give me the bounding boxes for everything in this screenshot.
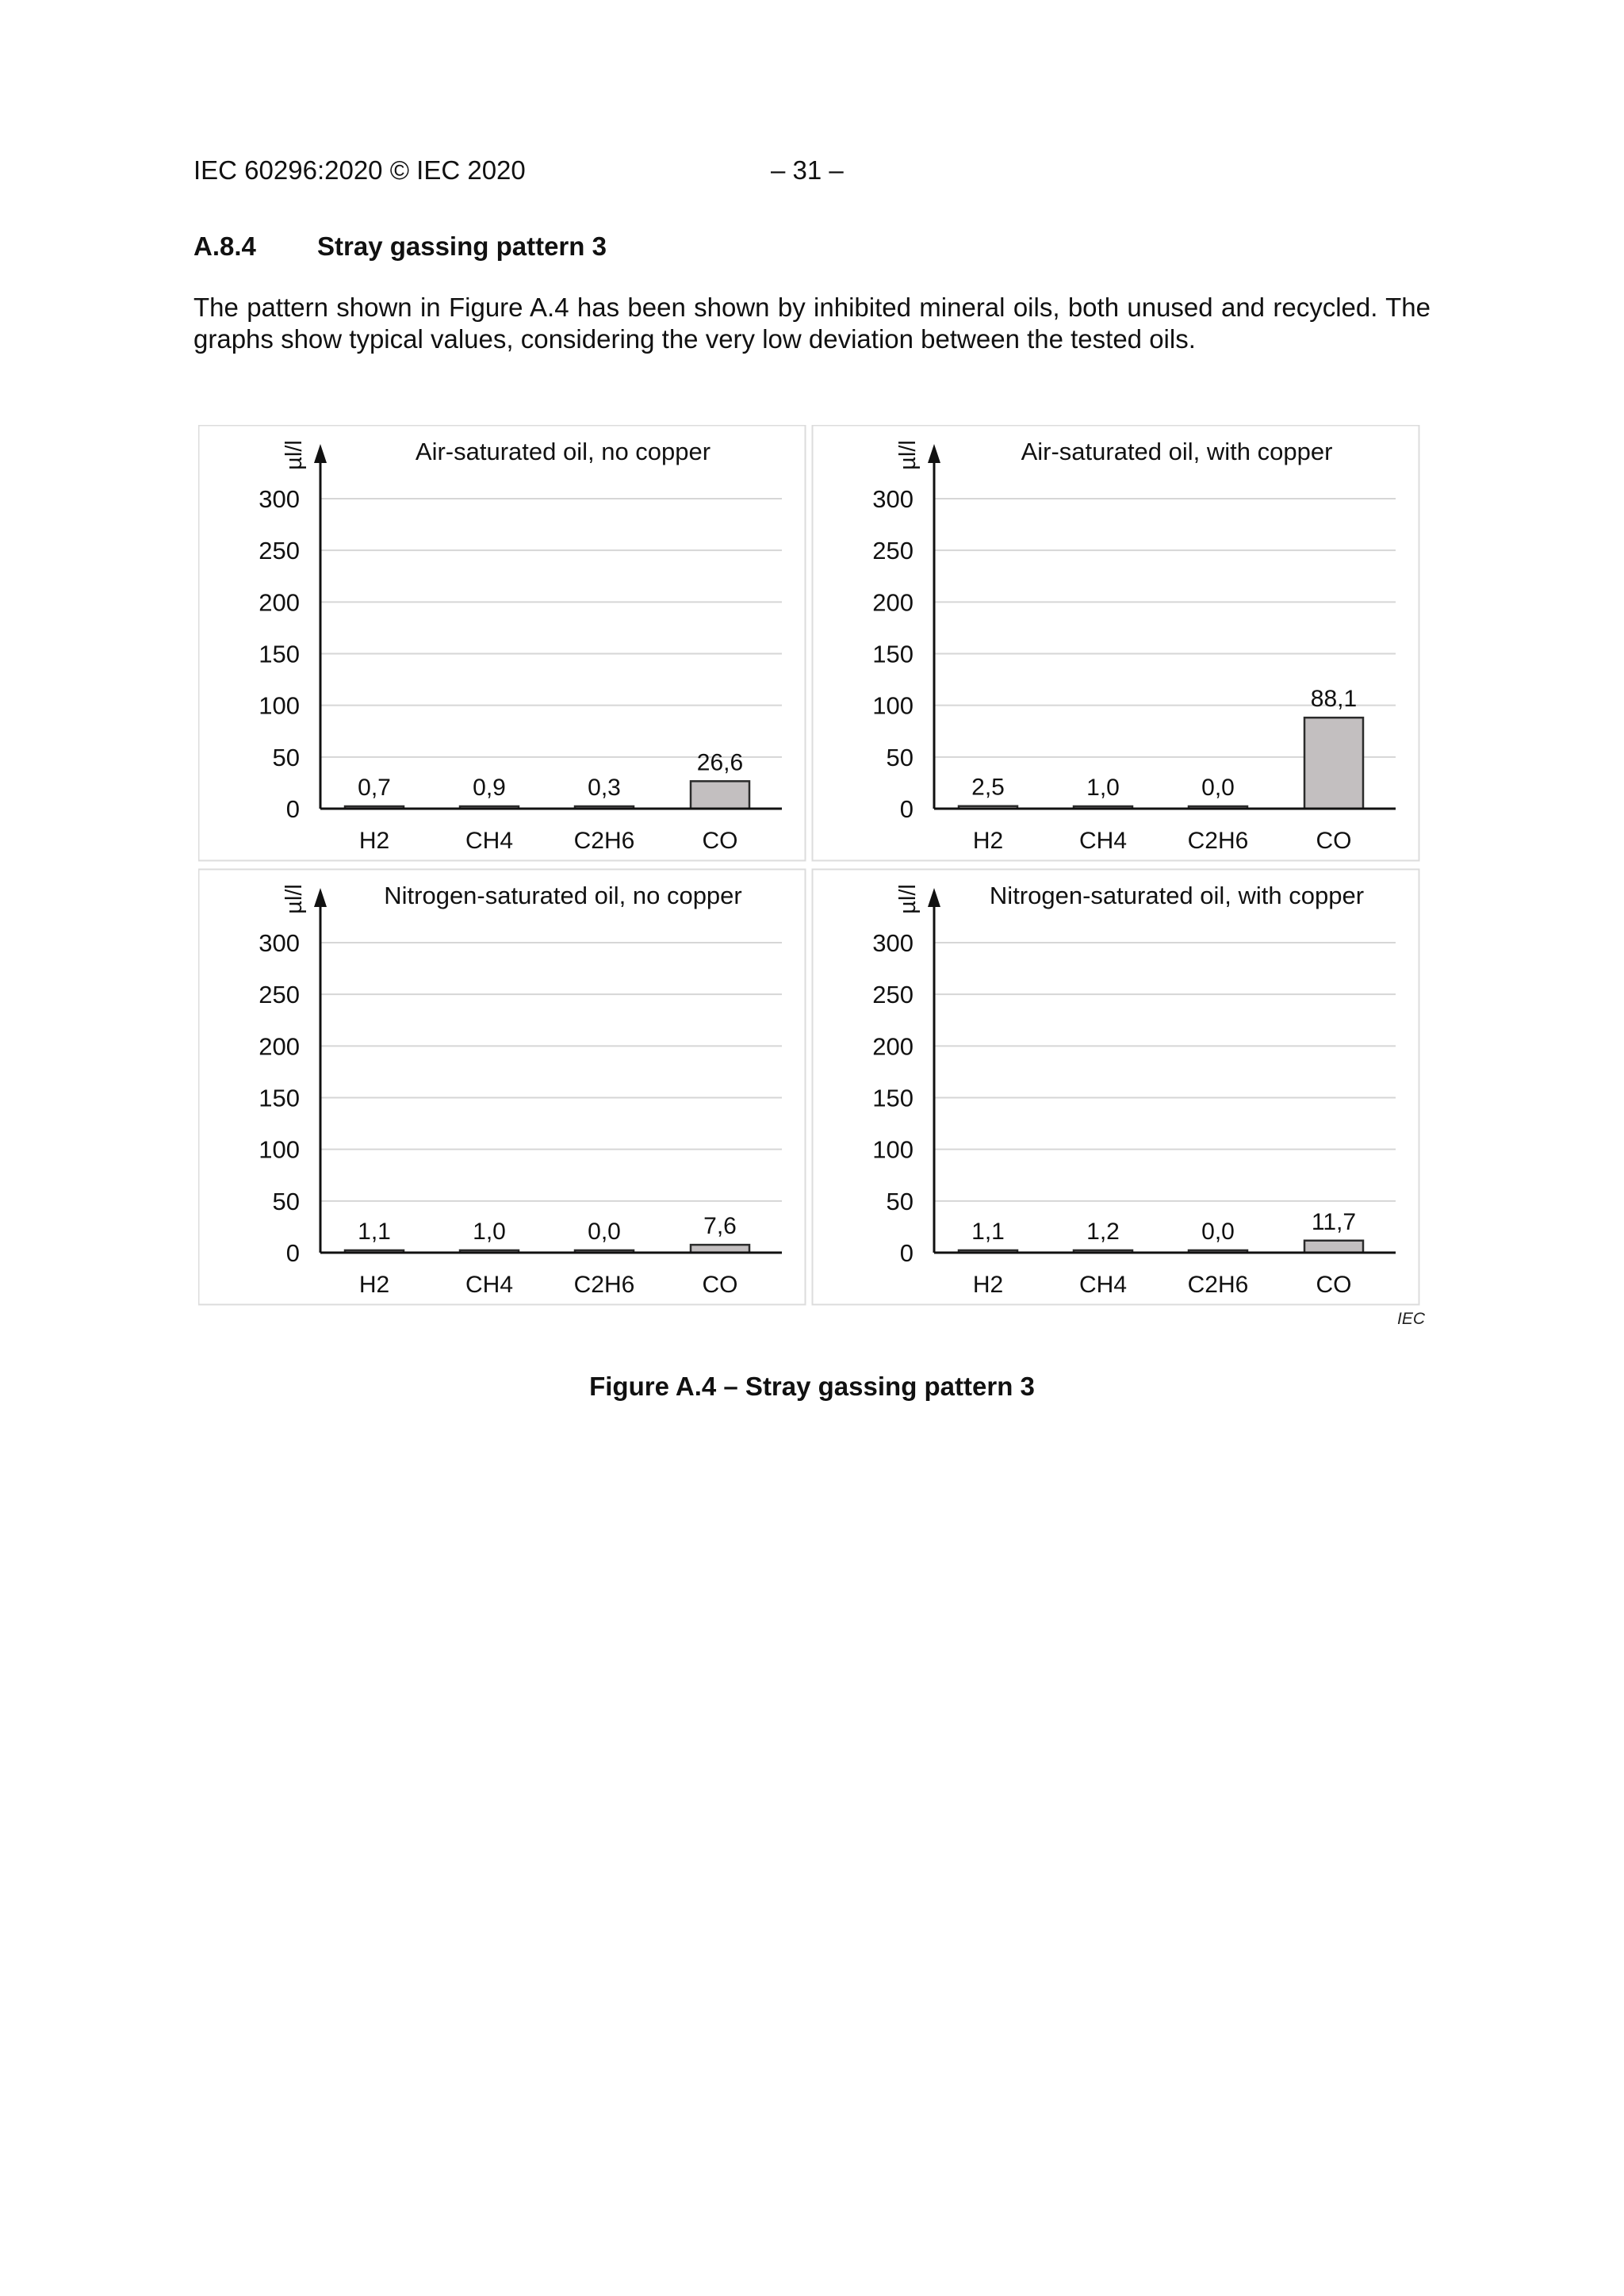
- chart-y-tick-label: 50: [272, 743, 300, 771]
- chart-panel-2: [813, 426, 1419, 861]
- chart-x-tick-label: CH4: [465, 828, 514, 854]
- chart-x-tick-label: H2: [972, 1272, 1004, 1298]
- chart-data-label: 11,7: [1311, 1208, 1357, 1235]
- chart-y-tick-label: 100: [872, 691, 914, 720]
- section-number: A.8.4: [193, 232, 256, 261]
- chart-y-tick-label: 250: [872, 537, 914, 565]
- chart-data-label: 1,0: [473, 1219, 506, 1245]
- chart-data-label: 1,0: [1086, 775, 1120, 801]
- chart-y-tick-label: 100: [259, 691, 300, 720]
- chart-y-tick-label: 50: [272, 1187, 300, 1215]
- chart-bar: [691, 781, 749, 809]
- chart-data-label: 0,0: [1201, 775, 1235, 801]
- chart-data-label: 1,1: [971, 1219, 1005, 1245]
- body-paragraph: The pattern shown in Figure A.4 has been shown by inhibited mineral oils, both unused and recycled. The graphs show typical values, considering the very low deviation between the tested oils.: [193, 293, 1431, 354]
- chart-title: Nitrogen-saturated oil, no copper: [384, 882, 742, 909]
- chart-y-tick-label: 100: [872, 1135, 914, 1164]
- section-heading: [193, 232, 607, 262]
- iec-figure-mark: IEC: [1397, 1310, 1426, 1328]
- chart-y-tick-label: 250: [259, 537, 300, 565]
- header-document-id: IEC 60296:2020 © IEC 2020: [193, 155, 526, 185]
- chart-x-tick-label: C2H6: [573, 828, 635, 854]
- chart-bar: [1304, 1241, 1363, 1253]
- chart-y-tick-label: 0: [899, 795, 914, 823]
- chart-data-label: 7,6: [703, 1213, 737, 1240]
- chart-y-tick-label: 300: [259, 485, 300, 513]
- chart-y-tick-label: 200: [872, 1032, 914, 1061]
- chart-data-label: 88,1: [1310, 686, 1358, 713]
- chart-title: Air-saturated oil, no copper: [415, 438, 711, 465]
- chart-x-tick-label: C2H6: [1187, 1272, 1249, 1298]
- chart-y-tick-label: 300: [872, 485, 914, 513]
- chart-panel-4: [813, 870, 1419, 1305]
- chart-x-tick-label: CO: [1316, 828, 1352, 854]
- chart-y-tick-label: 0: [899, 1239, 914, 1267]
- chart-y-tick-label: 150: [872, 640, 914, 668]
- chart-data-label: 0,0: [588, 1219, 621, 1245]
- figure-a4: [198, 425, 1424, 1317]
- chart-panel-3: [199, 870, 806, 1305]
- chart-y-tick-label: 200: [259, 588, 300, 617]
- chart-y-axis-label: µl/l: [895, 440, 921, 470]
- chart-y-tick-label: 150: [259, 640, 300, 668]
- chart-x-tick-label: CO: [702, 1272, 738, 1298]
- chart-data-label: 0,3: [588, 775, 621, 801]
- chart-y-tick-label: 50: [886, 743, 914, 771]
- chart-panel-1: [199, 426, 806, 861]
- chart-y-tick-label: 200: [259, 1032, 300, 1061]
- chart-y-axis-label: µl/l: [282, 440, 307, 470]
- section-title: Stray gassing pattern 3: [317, 232, 607, 261]
- chart-x-tick-label: CO: [702, 828, 738, 854]
- chart-x-tick-label: CH4: [1078, 1272, 1128, 1298]
- chart-data-label: 0,7: [358, 775, 391, 801]
- chart-x-tick-label: H2: [358, 1272, 390, 1298]
- chart-y-axis-label: µl/l: [895, 884, 921, 914]
- chart-x-tick-label: C2H6: [573, 1272, 635, 1298]
- figure-caption: Figure A.4 – Stray gassing pattern 3: [589, 1372, 1035, 1401]
- chart-data-label: 0,0: [1201, 1219, 1235, 1245]
- header-page-number: – 31 –: [771, 155, 844, 185]
- chart-y-tick-label: 300: [872, 929, 914, 957]
- chart-y-tick-label: 0: [285, 1239, 300, 1267]
- chart-y-tick-label: 300: [259, 929, 300, 957]
- chart-data-label: 1,2: [1086, 1219, 1120, 1245]
- chart-y-tick-label: 250: [259, 981, 300, 1009]
- chart-y-tick-label: 250: [872, 981, 914, 1009]
- chart-title: Air-saturated oil, with copper: [1021, 438, 1333, 465]
- chart-x-tick-label: CH4: [465, 1272, 514, 1298]
- chart-data-label: 1,1: [358, 1219, 391, 1245]
- chart-y-tick-label: 200: [872, 588, 914, 617]
- chart-x-tick-label: CH4: [1078, 828, 1128, 854]
- chart-y-tick-label: 150: [259, 1084, 300, 1112]
- chart-y-tick-label: 100: [259, 1135, 300, 1164]
- chart-data-label: 2,5: [971, 774, 1005, 801]
- chart-y-axis-label: µl/l: [282, 884, 307, 914]
- chart-bar: [1304, 718, 1363, 809]
- chart-x-tick-label: H2: [358, 828, 390, 854]
- chart-x-tick-label: H2: [972, 828, 1004, 854]
- chart-y-tick-label: 0: [285, 795, 300, 823]
- chart-title: Nitrogen-saturated oil, with copper: [989, 882, 1365, 909]
- chart-x-tick-label: CO: [1316, 1272, 1352, 1298]
- chart-x-tick-label: C2H6: [1187, 828, 1249, 854]
- chart-y-tick-label: 50: [886, 1187, 914, 1215]
- chart-y-tick-label: 150: [872, 1084, 914, 1112]
- chart-data-label: 26,6: [696, 749, 744, 776]
- figure-charts: [198, 425, 1424, 1313]
- chart-data-label: 0,9: [473, 775, 506, 801]
